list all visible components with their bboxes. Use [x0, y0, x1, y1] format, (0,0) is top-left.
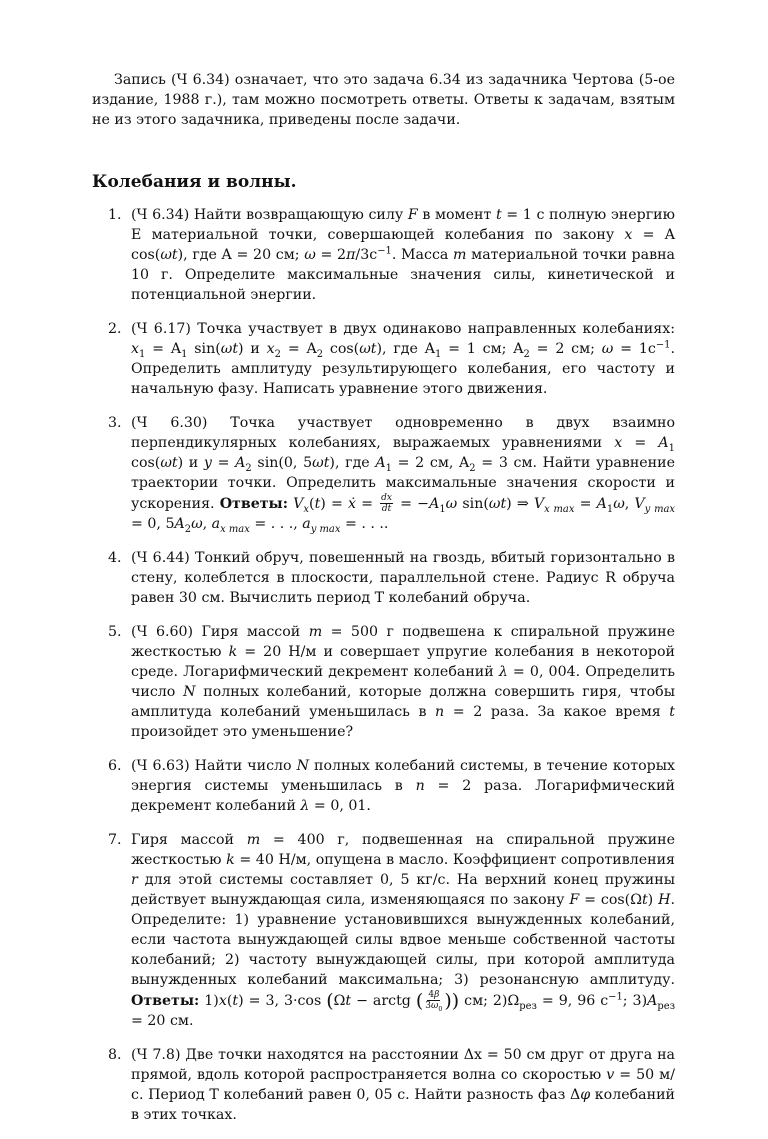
- problem-1: [92, 205, 675, 305]
- problem-4: [92, 548, 675, 608]
- problem-number: 5.: [108, 624, 122, 640]
- problem-number: 8.: [108, 1047, 122, 1063]
- problem-number: 2.: [108, 321, 122, 337]
- problem-text: (Ч 6.34) Найти возвращающую силу F в момент t = 1 с полную энергию Е материальной точки, совершающей колебания по закону x = A cos(ωt), где A = 20 см; $\omega = 2\pi/3с^{-1}$. Масса m материальной точки равна 10 г. Определите максимальные значения силы, кинетической и потенциальной энергии.: [131, 207, 675, 303]
- problem-list: [92, 205, 675, 1125]
- problem-text: Гиря массой m = 400 г, подвешенная на спиральной пружине жесткостью k = 40 Н/м, опущена в масло. Коэффициент сопротивления r для этой системы составляет 0, 5 кг/с. На верхний конец пружины действует вынуждающая сила, изменяющаяся по закону F = cos(Ωt) H. Определите: 1) уравнение установившихся вынужденных колебаний, если частота вынуждающей силы вдвое меньше собственной частоты колебаний; 2) частоту вынуждающей силы, при которой амплитуда вынужденных колебаний максимальна; 3) резонансную амплитуду. Ответы: 1)x(t) = 3, 3·cos (Ωt − arctg ( $\frac{4\beta}{3\omega_0}$ )) см; $2)\Omega_{рез} = 9$, 96 $с^{-1}$; $3)A_{рез} = 20$ см.: [131, 832, 676, 1029]
- problem-text: (Ч 6.17) Точка участвует в двух одинаково направленных колебаниях: $x_1 = A_1$ sin(ωt) и $x_2 = A_2$ cos(ωt), где $A_1 = 1$ см; $A_2 = 2$ см; $\omega = 1с^{-1}$. Определить амплитуду результирующего колебания, его частоту и начальную фазу. Написать уравнение этого движения.: [131, 321, 675, 397]
- problem-text: (Ч 6.44) Тонкий обруч, повешенный на гвоздь, вбитый горизонтально в стену, колеблется в плоскости, параллельной стене. Радиус R обруча равен 30 см. Вычислить период T колебаний обруча.: [131, 550, 675, 606]
- problem-text: (Ч 7.8) Две точки находятся на расстоянии Δx = 50 см друг от друга на прямой, вдоль которой распространяется волна со скоростью v = 50 м/с. Период T колебаний равен 0, 05 с. Найти разность фаз Δφ колебаний в этих точках.: [131, 1047, 675, 1123]
- problem-text: (Ч 6.30) Точка участвует одновременно в двух взаимно перпендикулярных колебаниях, выражаемых уравнениями $x = A_1$ cos(ωt) и $y = A_2$ sin(0, 5ωt), где $A_1 = 2$ см, $A_2 = 3$ см. Найти уравнение траектории точки. Определить максимальные значения скорости и ускорения. Ответы: $V_x(t)$ = ẋ = $\frac{dx}{dt}$ = $-A_1\omega$ sin(ωt) ⇒ $V_{x max} = A_1\omega$, $V_{y max} = 0$, $5A_2\omega$, $a_{x max}$ = . . ., $a_{y max}$ = . . ..: [131, 415, 675, 535]
- section-title: Колебания и волны.: [92, 172, 297, 192]
- problem-8: [92, 1045, 675, 1125]
- problem-5: [92, 622, 675, 742]
- problem-number: 1.: [108, 207, 122, 223]
- problem-6: [92, 756, 675, 816]
- problem-text: (Ч 6.63) Найти число N полных колебаний системы, в течение которых энергия системы уменьшилась в n = 2 раза. Логарифмический декремент колебаний λ = 0, 01.: [131, 758, 675, 814]
- problem-number: 6.: [108, 758, 122, 774]
- intro-paragraph: Запись (Ч 6.34) означает, что это задача 6.34 из задачника Чертова (5-ое издание, 1988 г.), там можно посмотреть ответы. Ответы к задачам, взятым не из этого задачника, приведены после задачи.: [92, 72, 675, 128]
- problem-2: [92, 319, 675, 399]
- problem-number: 3.: [108, 415, 122, 431]
- document-page: [92, 70, 675, 1139]
- problem-7: [92, 830, 675, 1031]
- problem-3: [92, 413, 675, 534]
- problem-number: 7.: [108, 832, 122, 848]
- problem-text: (Ч 6.60) Гиря массой m = 500 г подвешена к спиральной пружине жесткостью k = 20 Н/м и совершает упругие колебания в некоторой среде. Логарифмический декремент колебаний λ = 0, 004. Определить число N полных колебаний, которые должна совершить гиря, чтобы амплитуда колебаний уменьшилась в n = 2 раза. За какое время t произойдет это уменьшение?: [131, 624, 675, 740]
- problem-number: 4.: [108, 550, 122, 566]
